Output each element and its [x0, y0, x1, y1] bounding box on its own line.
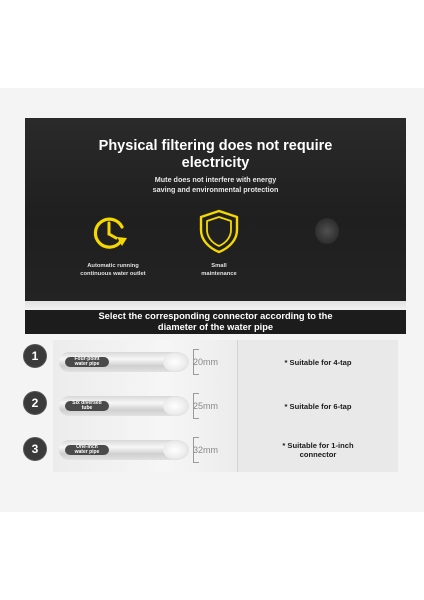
shield-icon: [197, 208, 241, 254]
hero-panel: [25, 118, 406, 301]
pipe-tag: Six diversed tube: [65, 401, 109, 411]
banner-line2: diameter of the water pipe: [157, 321, 274, 332]
step-number-3: 3: [24, 438, 46, 460]
pipe-size: 20mm: [193, 357, 219, 367]
pipe-tag: One-inch water pipe: [65, 445, 109, 455]
step-number-1: 1: [24, 345, 46, 367]
pipe-end: [163, 440, 189, 460]
step-number-2: 2: [24, 392, 46, 414]
pipe-cell: [53, 428, 237, 472]
hero-title-line1: Physical filtering does not require: [98, 138, 333, 154]
feature-auto-line2: continuous water outlet: [80, 271, 146, 277]
banner-line1: Select the corresponding connector according to the: [98, 311, 333, 321]
feature-maint-line2: maintenance: [201, 271, 237, 277]
hero-title-line2: electricity: [181, 155, 250, 171]
pipe-size: 25mm: [193, 401, 219, 411]
hero-subtitle: [25, 175, 406, 195]
connector-banner: [25, 310, 406, 334]
feature-maint-line1: Small: [211, 263, 227, 269]
hero-title: [25, 138, 406, 172]
light-glare: [315, 218, 339, 244]
hero-subtitle-line2: saving and environmental protection: [152, 185, 279, 194]
feature-auto-line1: Automatic running: [87, 263, 139, 269]
connector-row: [53, 428, 398, 472]
pipe-cell: [53, 340, 237, 384]
pipe-end: [163, 396, 189, 416]
feature-label-auto: [65, 262, 161, 278]
pipe-tag: Four-point water pipe: [65, 357, 109, 367]
row-description: * Suitable for 1-inch connector: [282, 441, 354, 459]
feature-label-maintenance: [175, 262, 263, 278]
row-description: * Suitable for 6-tap: [284, 401, 352, 411]
pipe-size: 32mm: [193, 445, 219, 455]
clock-refresh-icon: [91, 213, 131, 253]
pipe-end: [163, 352, 189, 372]
connector-row: [53, 384, 398, 428]
dimension-marker: [193, 393, 233, 419]
row-description: * Suitable for 4-tap: [284, 357, 352, 367]
pipe-cell: [53, 384, 237, 428]
dimension-marker: [193, 349, 233, 375]
dimension-marker: [193, 437, 233, 463]
hero-subtitle-line1: Mute does not interfere with energy: [154, 175, 277, 184]
connector-row: [53, 340, 398, 384]
divider-band: [25, 301, 406, 310]
